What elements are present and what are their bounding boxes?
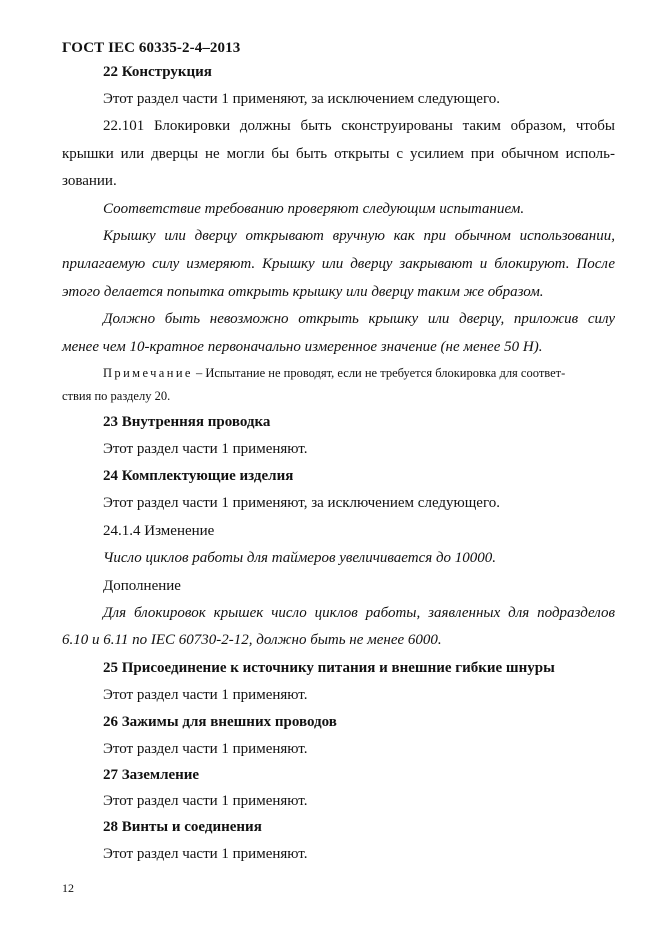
section-22-heading: 22 Конструкция [103,64,212,80]
clause-24-1-4-text: Число циклов работы для таймеров увеличивается до 10000. [103,550,497,566]
section-27-heading: 27 Заземление [103,767,200,783]
clause-24-1-4-heading: 24.1.4 Изменение [103,523,215,539]
section-26-heading: 26 Зажимы для внешних проводов [103,714,337,730]
addition-text-line-2: 6.10 и 6.11 по IEC 60730-2-12, должно быть не менее 6000. [62,632,442,648]
section-23-heading: 23 Внутренняя проводка [103,414,271,430]
addition-label: Дополнение [103,578,181,594]
clause-22-101-line-1: 22.101 Блокировки должны быть сконструированы таким образом, чтобы [103,118,615,134]
section-25-text: Этот раздел части 1 применяют. [103,687,308,703]
test-text-line-1: Крышку или дверцу открывают вручную как при обычном использовании, [103,228,615,244]
test-text-line-2: прилагаемую силу измеряют. Крышку или дверцу закрывают и блокируют. После [62,256,615,272]
note-text: – Испытание не проводят, если не требуется блокировка для соответ- [192,366,566,380]
section-24-intro: Этот раздел части 1 применяют, за исключением следующего. [103,495,500,511]
note-label: Примечание [103,366,193,380]
compliance-statement: Соответствие требованию проверяют следующим испытанием. [103,201,525,217]
section-22-intro: Этот раздел части 1 применяют, за исключением следующего. [103,91,500,107]
note-line-2: ствия по разделу 20. [62,389,171,403]
section-23-text: Этот раздел части 1 применяют. [103,441,308,457]
test-text-line-3: этого делается попытка открыть крышку или дверцу таким же образом. [62,284,544,300]
section-26-text: Этот раздел части 1 применяют. [103,741,308,757]
page-number: 12 [62,881,74,895]
section-28-heading: 28 Винты и соединения [103,819,262,835]
note-line-1 [103,366,565,381]
section-28-text: Этот раздел части 1 применяют. [103,846,308,862]
section-24-heading: 24 Комплектующие изделия [103,468,294,484]
standard-code-header: ГОСТ IEC 60335-2-4–2013 [62,40,241,56]
requirement-line-2: менее чем 10-кратное первоначально измеренное значение (не менее 50 Н). [62,339,543,355]
section-25-heading: 25 Присоединение к источнику питания и внешние гибкие шнуры [103,660,555,676]
addition-text-line-1: Для блокировок крышек число циклов работы, заявленных для подразделов [103,605,615,621]
section-27-text: Этот раздел части 1 применяют. [103,793,308,809]
clause-22-101-line-3: зовании. [62,173,117,189]
requirement-line-1: Должно быть невозможно открыть крышку или дверцу, приложив силу [103,311,615,327]
clause-22-101-line-2: крышки или дверцы не могли бы быть открыты с усилием при обычном исполь- [62,146,615,162]
